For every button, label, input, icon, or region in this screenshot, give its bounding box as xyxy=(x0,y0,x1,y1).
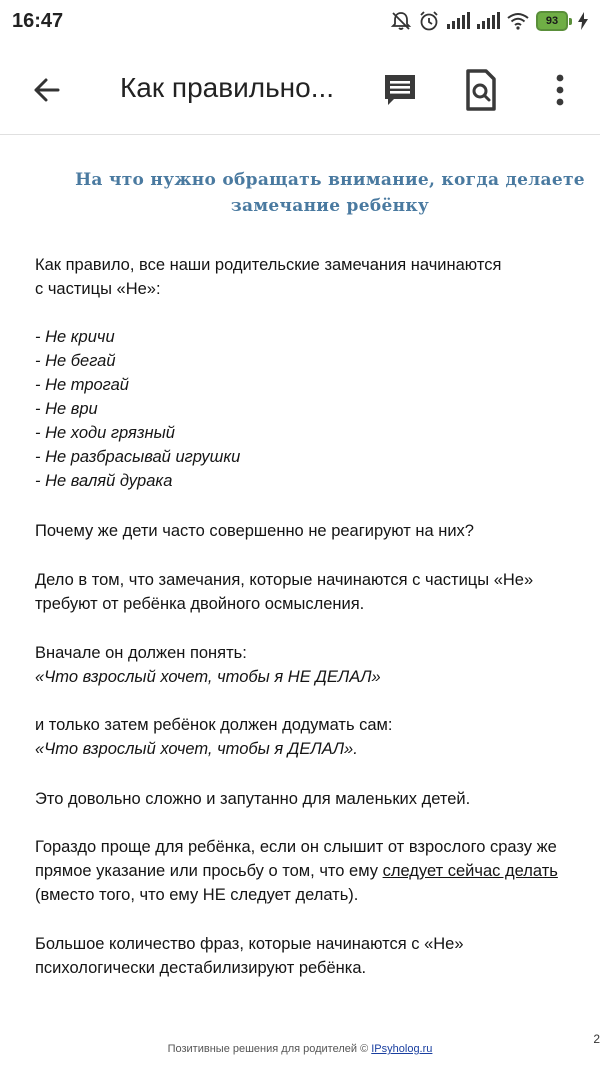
alarm-icon xyxy=(418,10,440,32)
status-bar xyxy=(0,0,600,42)
first-step-paragraph: Вначале он должен понять: «Что взрослый хочет, чтобы я НЕ ДЕЛАЛ» xyxy=(35,644,381,686)
signal-icon xyxy=(446,12,470,30)
second-step-paragraph: и только затем ребёнок должен додумать сам: «Что взрослый хочет, чтобы я ДЕЛАЛ». xyxy=(35,716,393,758)
back-arrow-icon[interactable] xyxy=(28,70,68,110)
prohibitions-list xyxy=(35,325,240,493)
document-title: Как правильно... xyxy=(120,72,335,103)
comments-icon[interactable] xyxy=(380,70,420,110)
battery-level: 93 xyxy=(536,11,568,31)
intro-paragraph: Как правило, все наши родительские замечания начинаются с частицы «Не»: xyxy=(35,256,502,298)
list-item: - Не разбрасывай игрушки xyxy=(35,448,241,466)
footer-site-link[interactable]: IPsyholog.ru xyxy=(371,1043,433,1055)
mute-icon xyxy=(390,10,412,32)
reason-paragraph: Дело в том, что замечания, которые начинаются с частицы «Не» требуют от ребёнка двойного осмысления. xyxy=(35,571,534,613)
battery-indicator xyxy=(536,11,572,31)
complexity-paragraph: Это довольно сложно и запутанно для маленьких детей. xyxy=(35,790,471,808)
page-number: 2 xyxy=(593,1032,600,1046)
more-options-icon[interactable] xyxy=(540,70,580,110)
find-in-document-icon[interactable] xyxy=(460,68,500,112)
list-item: - Не ври xyxy=(35,400,98,418)
app-bar xyxy=(0,44,600,135)
list-item: - Не валяй дурака xyxy=(35,472,173,490)
destabilize-paragraph: Большое количество фраз, которые начинаются с «Не» психологически дестабилизируют ребёнка. xyxy=(35,935,464,977)
status-icons xyxy=(390,8,588,34)
list-item: - Не трогай xyxy=(35,376,129,394)
document-page xyxy=(0,135,600,1065)
list-item: - Не бегай xyxy=(35,352,116,370)
wifi-icon xyxy=(506,12,530,30)
question-paragraph: Почему же дети часто совершенно не реагируют на них? xyxy=(35,522,474,540)
document-heading: На что нужно обращать внимание, когда делаете замечание ребёнку xyxy=(75,170,585,216)
status-time: 16:47 xyxy=(12,10,64,32)
signal-icon-2 xyxy=(476,12,500,30)
list-item: - Не ходи грязный xyxy=(35,424,175,442)
page-footer: Позитивные решения для родителей © IPsyholog.ru xyxy=(167,1043,433,1055)
easier-paragraph: Гораздо проще для ребёнка, если он слышит от взрослого сразу же прямое указание или просьбу о том, что ему следует сейчас делать (вместо того, что ему НЕ следует делать). xyxy=(35,838,558,904)
charging-icon xyxy=(578,12,588,30)
list-item: - Не кричи xyxy=(35,328,115,346)
